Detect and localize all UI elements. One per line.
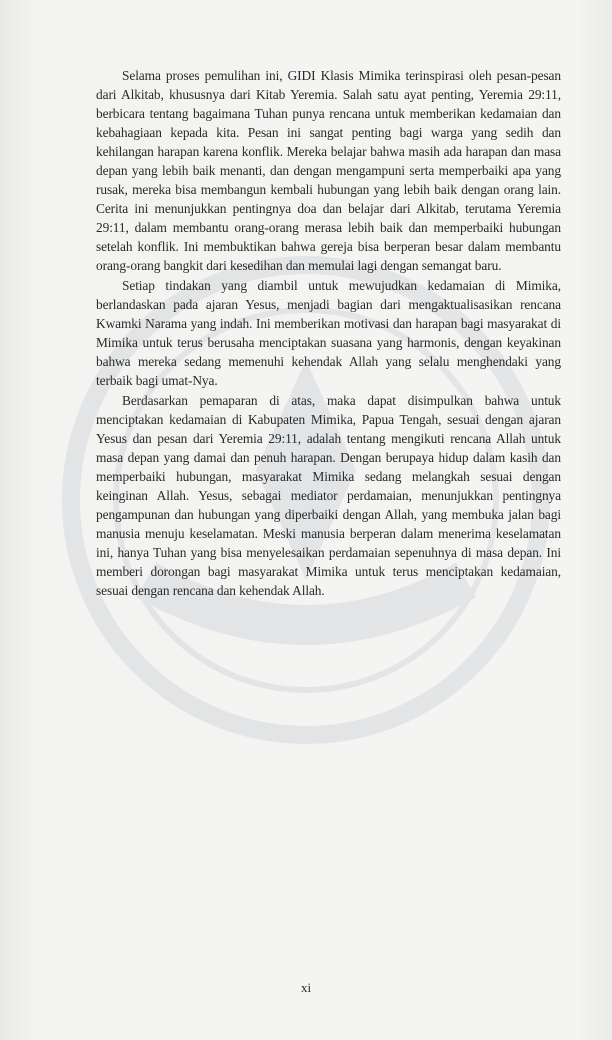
paragraph-2: Setiap tindakan yang diambil untuk mewujudkan kedamaian di Mimika, berlandaskan pada ajaran Yesus, menjadi bagian dari mengaktualisasikan rencana Kwamki Narama yang indah. Ini memberikan motivasi dan harapan bagi masyarakat di Mimika untuk terus berusaha menciptakan suasana yang harmonis, dengan keyakinan bahwa mereka sedang memenuhi kehendak Allah yang selalu menghendaki yang terbaik bagi umat-Nya. xyxy=(96,278,561,388)
body-text xyxy=(96,66,561,600)
paragraph-1: Selama proses pemulihan ini, GIDI Klasis Mimika terinspirasi oleh pesan-pesan dari Alkitab, khususnya dari Kitab Yeremia. Salah satu ayat penting, Yeremia 29:11, berbicara tentang bagaimana Tuhan punya rencana untuk memberikan kedamaian dan kebahagiaan kepada kita. Pesan ini sangat penting bagi warga yang sedih dan kehilangan harapan karena konflik. Mereka belajar bahwa masih ada harapan dan masa depan yang lebih baik menanti, dan dengan mengampuni serta memperbaiki apa yang rusak, mereka bisa membangun kembali hubungan yang lebih baik dengan orang lain. Cerita ini menunjukkan pentingnya doa dan belajar dari Alkitab, terutama Yeremia 29:11, dalam membantu orang-orang merasa lebih baik dan memperbaiki hubungan setelah konflik. Ini membuktikan bahwa gereja bisa berperan besar dalam membantu orang-orang bangkit dari kesedihan dan memulai lagi dengan semangat baru. xyxy=(96,68,561,273)
paragraph-3: Berdasarkan pemaparan di atas, maka dapat disimpulkan bahwa untuk menciptakan kedamaian di Kabupaten Mimika, Papua Tengah, sesuai dengan ajaran Yesus dan pesan dari Yeremia 29:11, adalah tentang mengikuti rencana Allah untuk masa depan yang damai dan penuh harapan. Dengan berupaya hidup dalam kasih dan memperbaiki hubungan, masyarakat Mimika sedang melangkah sesuai dengan keinginan Allah. Yesus, sebagai mediator perdamaian, menunjukkan pentingnya pengampunan dan hubungan yang diperbaiki dengan Allah, yang membuka jalan bagi manusia menuju keselamatan. Meski manusia berperan dalam menerima keselamatan ini, hanya Tuhan yang bisa menyelesaikan perdamaian sepenuhnya di masa depan. Ini memberi dorongan bagi masyarakat Mimika untuk terus menciptakan kedamaian, sesuai dengan rencana dan kehendak Allah. xyxy=(96,393,561,598)
page-number: xi xyxy=(300,980,312,995)
